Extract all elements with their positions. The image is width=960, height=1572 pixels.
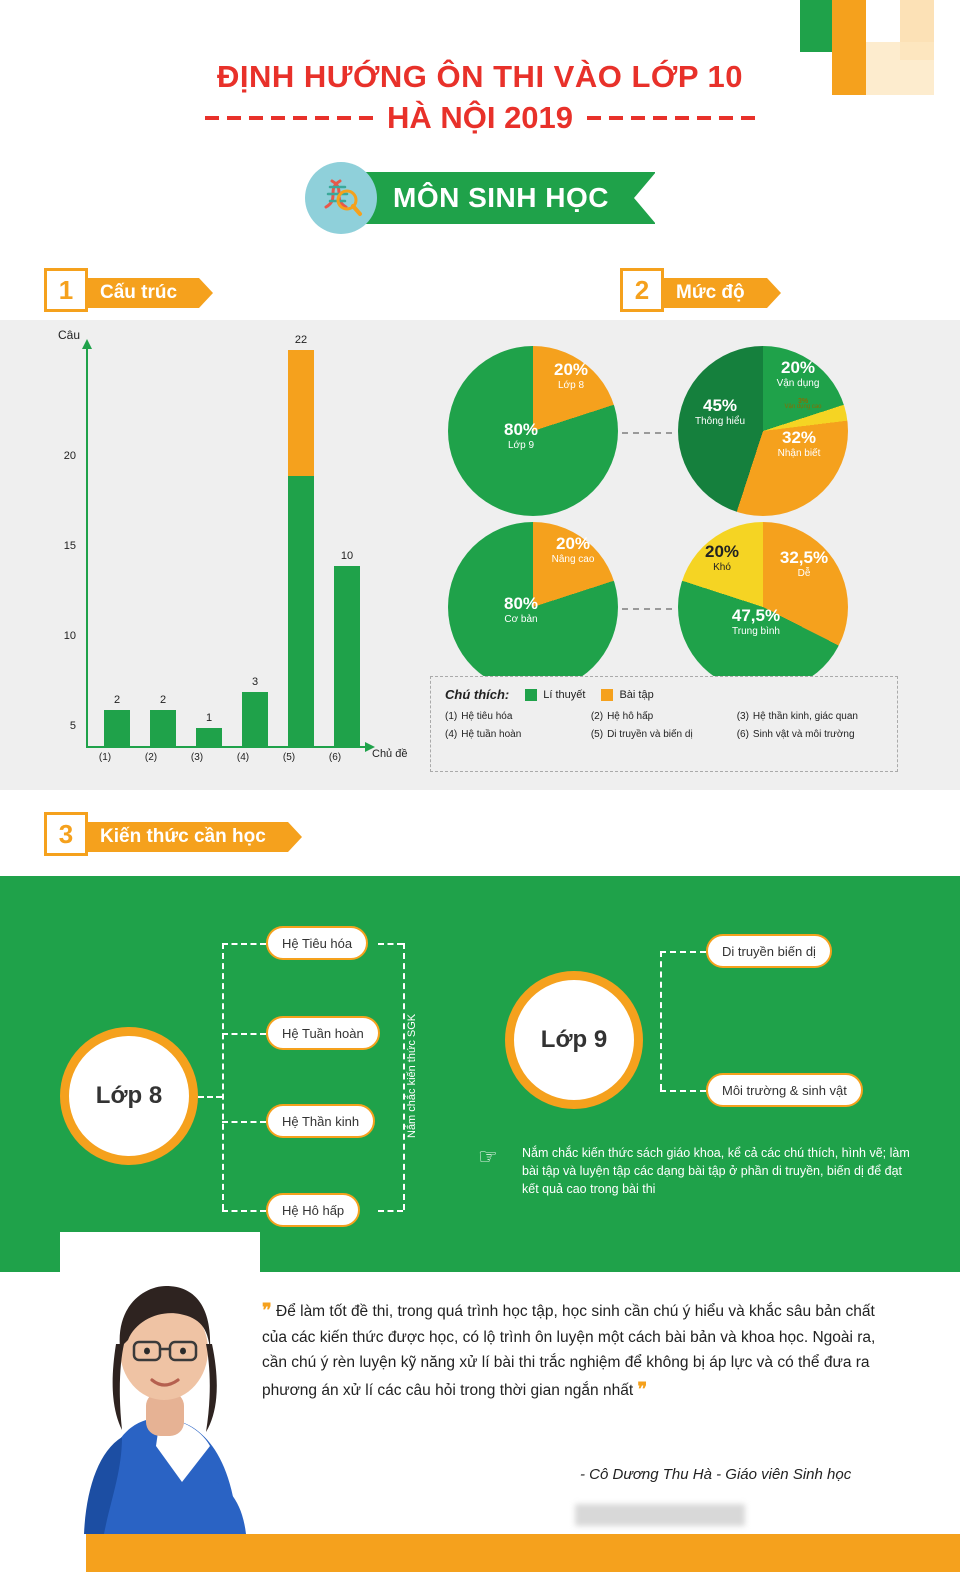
table-row xyxy=(196,712,222,746)
legend-key-theory xyxy=(525,689,585,701)
table-row xyxy=(104,694,130,746)
pie-label-lop8: 20% Lớp 8 xyxy=(553,360,589,391)
list-item: (1) Hệ tiêu hóa xyxy=(445,711,513,722)
pie-label-co-ban: 80% Cơ bản xyxy=(503,594,539,625)
pie-label-van-dung-cao: 3% Vận dụng cao xyxy=(784,398,822,411)
bar-chart-xlabel: Chủ đề xyxy=(372,748,408,760)
quote-mark-close: ❞ xyxy=(637,1379,648,1400)
footer-bar xyxy=(0,1534,960,1572)
x-tick-3: (3) xyxy=(190,752,204,763)
legend-swatch-theory xyxy=(525,689,537,701)
pie-label-de: 32,5% Dễ xyxy=(779,548,829,579)
legend-items xyxy=(445,711,883,747)
pie-label-trung-binh: 47,5% Trung bình xyxy=(731,606,781,637)
tree-line-right xyxy=(403,943,405,1210)
bar-chart-x-axis xyxy=(86,746,366,748)
bar-value-4: 3 xyxy=(251,676,259,688)
legend-key-exercise xyxy=(601,689,653,701)
dash-decoration-right xyxy=(587,116,755,120)
table-row xyxy=(150,694,176,746)
x-tick-1: (1) xyxy=(98,752,112,763)
legend-title: Chú thích: xyxy=(445,687,510,702)
x-tick-4: (4) xyxy=(236,752,250,763)
x-tick-6: (6) xyxy=(328,752,342,763)
y-tick-20: 20 xyxy=(63,450,76,462)
quote-body: Để làm tốt đề thi, trong quá trình học tập, học sinh cần chú ý hiểu và khắc sâu bản chất của các kiến thức được học, có lộ trình ôn luyện một cách bài bản và khoa học. Ngoài ra, cần chú ý rèn luyện kỹ năng xử lí bài thi trắc nghiệm để không bị áp lực và có thể đưa ra phương án xử lí các câu hỏi trong thời gian ngắn nhất xyxy=(262,1303,876,1400)
section-label-3: Kiến thức cần học xyxy=(82,822,288,852)
section-heading-2 xyxy=(620,268,767,312)
bar-chart xyxy=(24,328,424,783)
table-row xyxy=(334,550,360,746)
tree-line-lop9 xyxy=(660,951,662,1090)
list-item: (2) Hệ hô hấp xyxy=(590,711,654,722)
list-item: (4) Hệ tuần hoàn xyxy=(445,729,522,740)
page-title: ĐỊNH HƯỚNG ÔN THI VÀO LỚP 10 xyxy=(216,59,744,94)
table-row xyxy=(288,334,314,746)
pie-label-kho: 20% Khó xyxy=(704,542,740,573)
tree-branch-lop9-2 xyxy=(660,1090,706,1092)
section-heading-1 xyxy=(44,268,199,312)
tree-stem-lop8 xyxy=(198,1096,222,1098)
list-item: (5) Di truyền và biến dị xyxy=(590,729,693,740)
dash-decoration-left xyxy=(205,116,373,120)
teacher-photo xyxy=(60,1232,260,1534)
pie-label-nang-cao: 20% Nâng cao xyxy=(551,534,595,565)
subject-banner xyxy=(0,162,960,234)
table-row xyxy=(242,676,268,746)
bar-value-5: 22 xyxy=(294,334,308,346)
legend-swatch-exercise xyxy=(601,689,613,701)
section-number-3: 3 xyxy=(44,812,88,856)
pill-he-than-kinh: Hệ Thần kinh xyxy=(266,1104,375,1138)
subject-banner-label: MÔN SINH HỌC xyxy=(359,172,655,224)
pie-charts-group xyxy=(430,336,940,666)
tree-branch-2 xyxy=(222,1033,266,1035)
page-subtitle: HÀ NỘI 2019 xyxy=(386,99,574,135)
knowledge-note: Nắm chắc kiến thức sách giáo khoa, kể cả các chú thích, hình vẽ; làm bài tập và luyện tập các dạng bài tập ở phần di truyền, biến dị để đạt kết quả cao trong bài thi xyxy=(522,1146,910,1197)
section-number-1: 1 xyxy=(44,268,88,312)
quote-mark-open: ❞ xyxy=(262,1300,272,1320)
pill-he-ho-hap: Hệ Hô hấp xyxy=(266,1193,360,1227)
pie-connector-bottom xyxy=(622,608,672,610)
bar-area xyxy=(88,334,368,746)
pill-he-tieu-hoa: Hệ Tiêu hóa xyxy=(266,926,368,960)
pie-label-nhan-biet: 32% Nhận biết xyxy=(777,428,821,459)
pointing-hand-icon: ☞ xyxy=(478,1144,498,1169)
tree-cap-top xyxy=(378,943,403,945)
y-tick-5: 5 xyxy=(69,720,76,732)
tree-branch-3 xyxy=(222,1121,266,1123)
pill-di-truyen-bien-di: Di truyền biến dị xyxy=(706,934,832,968)
legend-box xyxy=(430,676,898,772)
section-number-2: 2 xyxy=(620,268,664,312)
x-tick-5: (5) xyxy=(282,752,296,763)
pill-moi-truong-sinh-vat: Môi trường & sinh vật xyxy=(706,1073,863,1107)
legend-key-exercise-label: Bài tập xyxy=(619,688,654,701)
tree-branch-1 xyxy=(222,943,266,945)
x-tick-2: (2) xyxy=(144,752,158,763)
pie-label-thong-hieu: 45% Thông hiểu xyxy=(694,396,746,427)
title-subrow xyxy=(0,100,960,136)
circle-lop9: Lớp 9 xyxy=(505,971,643,1109)
y-tick-10: 10 xyxy=(63,630,76,642)
list-item: (6) Sinh vật và môi trường xyxy=(736,729,855,740)
bar-value-1: 2 xyxy=(113,694,121,706)
tree-cap-bottom xyxy=(378,1210,403,1212)
section-label-1: Cấu trúc xyxy=(82,278,199,308)
quote-text xyxy=(262,1296,902,1405)
pill-he-tuan-hoan: Hệ Tuần hoàn xyxy=(266,1016,380,1050)
list-item: (3) Hệ thần kinh, giác quan xyxy=(736,711,858,722)
section-heading-3 xyxy=(44,812,288,856)
circle-lop8: Lớp 8 xyxy=(60,1027,198,1165)
blurred-logo xyxy=(575,1504,745,1526)
legend-header-row xyxy=(445,687,883,702)
bar-value-6: 10 xyxy=(340,550,354,562)
dna-magnifier-icon xyxy=(305,162,377,234)
pie-connector-top xyxy=(622,432,672,434)
pie-label-van-dung: 20% Vận dụng xyxy=(776,358,820,389)
tree-branch-lop9-1 xyxy=(660,951,706,953)
tree-branch-4 xyxy=(222,1210,266,1212)
tree-line-left xyxy=(222,943,224,1210)
vertical-note: Nắm chắc kiến thức SGK xyxy=(406,1013,418,1139)
y-tick-15: 15 xyxy=(63,540,76,552)
knowledge-panel xyxy=(0,876,960,1272)
bar-value-2: 2 xyxy=(159,694,167,706)
legend-key-theory-label: Lí thuyết xyxy=(543,688,586,701)
bar-value-3: 1 xyxy=(205,712,213,724)
pie-label-lop9: 80% Lớp 9 xyxy=(503,420,539,451)
quote-author: - Cô Dương Thu Hà - Giáo viên Sinh học xyxy=(580,1466,852,1483)
corner-decoration xyxy=(800,0,960,95)
bar-chart-ylabel: Câu xyxy=(58,328,81,342)
section-label-2: Mức độ xyxy=(658,278,767,308)
